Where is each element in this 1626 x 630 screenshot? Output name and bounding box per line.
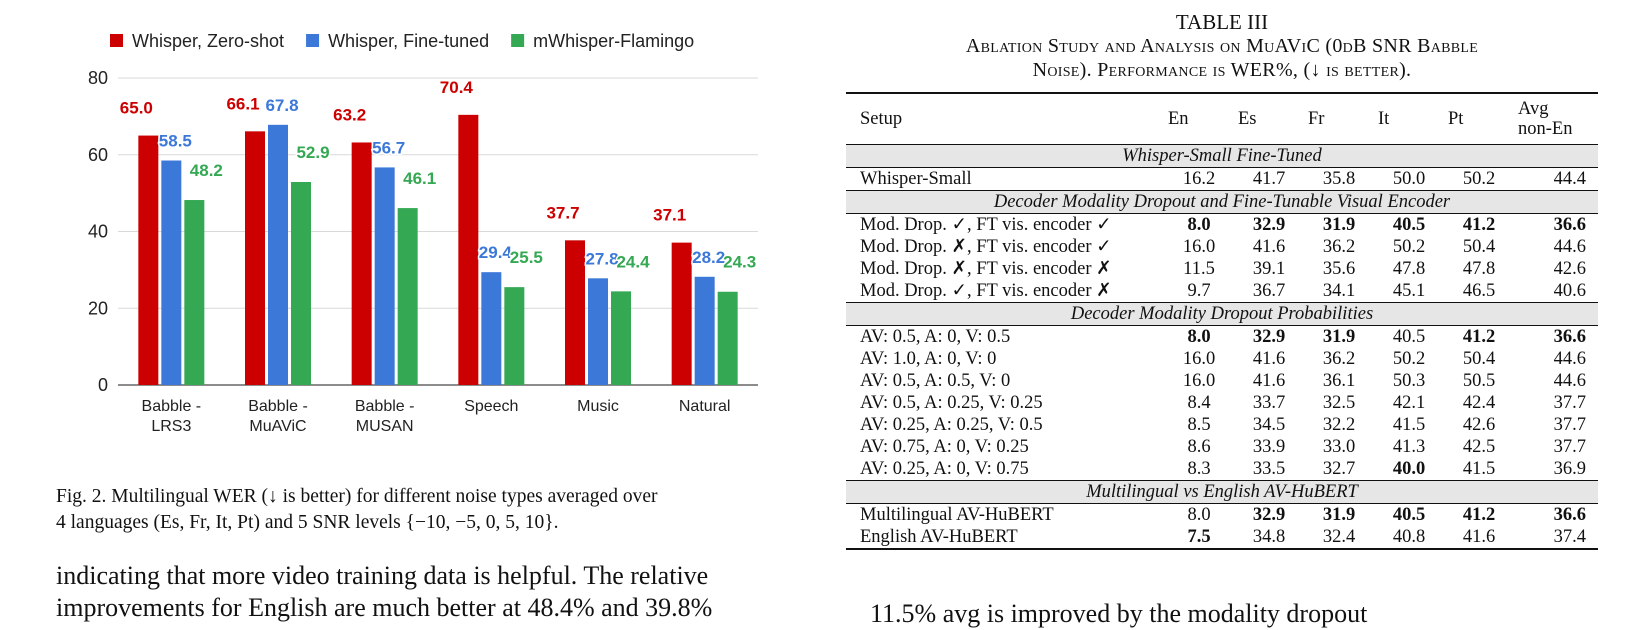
table-caption-line-2: Noise). Performance is WER%, (↓ is better). — [1032, 59, 1412, 81]
x-tick-label: Speech — [464, 398, 519, 415]
table-cell-value: 36.7 — [1252, 281, 1286, 301]
table-cell-value: 41.7 — [1252, 169, 1286, 189]
table-cell-setup: Multilingual AV-HuBERT — [860, 505, 1054, 525]
chart-x-tick-labels — [142, 398, 731, 435]
data-label: 70.4 — [439, 77, 473, 97]
bar — [398, 208, 418, 385]
bar — [184, 200, 204, 385]
data-label: 46.1 — [403, 169, 437, 189]
table-cell-value: 31.9 — [1322, 215, 1356, 235]
table-section-title: Multilingual vs English AV-HuBERT — [846, 481, 1598, 504]
bar — [375, 167, 395, 385]
data-label: 66.1 — [226, 94, 260, 114]
y-tick-label: 0 — [97, 375, 108, 395]
chart-data-labels — [120, 78, 756, 272]
data-label: 67.8 — [265, 95, 299, 115]
table-cell-value: 11.5 — [1183, 259, 1215, 279]
bar — [245, 131, 265, 385]
table-row — [846, 436, 1598, 458]
table-cell-setup: AV: 0.25, A: 0.25, V: 0.5 — [860, 415, 1043, 435]
data-label: 52.9 — [296, 142, 330, 162]
data-label: 63.2 — [333, 105, 367, 125]
table-cell-setup: Mod. Drop. ✗, FT vis. encoder ✗ — [860, 259, 1112, 279]
table-cell-value: 50.4 — [1462, 237, 1496, 257]
table-cell-value: 36.2 — [1322, 237, 1356, 257]
x-tick-label: Natural — [678, 398, 731, 415]
table-row — [846, 236, 1598, 258]
table-cell-value: 42.1 — [1392, 393, 1426, 413]
y-tick-label: 20 — [87, 298, 108, 319]
data-label: 37.7 — [546, 203, 580, 223]
table-cell-value: 37.7 — [1553, 437, 1586, 457]
table-cell-setup: English AV-HuBERT — [860, 527, 1018, 547]
table-cell-value: 41.6 — [1252, 371, 1286, 391]
table-cell-setup: Mod. Drop. ✓, FT vis. encoder ✓ — [860, 215, 1112, 235]
table-cell-setup: AV: 0.5, A: 0, V: 0.5 — [860, 327, 1011, 347]
table-cell-value: 40.8 — [1392, 527, 1426, 547]
table-body — [846, 145, 1598, 550]
table-section-row — [846, 303, 1598, 326]
table-cell-value: 33.0 — [1322, 437, 1356, 457]
table-cell-value: 37.7 — [1553, 393, 1586, 413]
x-tick-label: MUSAN — [355, 418, 414, 435]
table-cell-value: 41.6 — [1462, 527, 1496, 547]
table-section-title: Decoder Modality Dropout and Fine-Tunable Visual Encoder — [846, 191, 1598, 214]
table-cell-value: 7.5 — [1187, 527, 1211, 547]
table-cell-value: 8.0 — [1187, 505, 1211, 525]
bar — [458, 115, 478, 385]
data-label: 24.3 — [723, 252, 757, 272]
table-cell-value: 8.6 — [1187, 437, 1211, 457]
table-cell-value: 44.6 — [1553, 237, 1586, 257]
table-cell-value: 42.6 — [1553, 259, 1586, 279]
table-cell-value: 8.0 — [1187, 215, 1211, 235]
x-tick-label: MuAViC — [249, 418, 307, 435]
table-section-row — [846, 191, 1598, 214]
bar — [565, 240, 585, 385]
header-avg-line-2: non-En — [1518, 119, 1573, 139]
table-row — [846, 280, 1598, 303]
table-cell-value: 8.3 — [1187, 459, 1211, 479]
legend-swatch — [511, 34, 524, 47]
table-row — [846, 526, 1598, 549]
header-pt: Pt — [1444, 93, 1514, 145]
table-cell-value: 42.6 — [1462, 415, 1496, 435]
table-cell-value: 37.4 — [1553, 527, 1586, 547]
legend-label: Whisper, Zero-shot — [132, 31, 285, 51]
table-cell-value: 41.5 — [1462, 459, 1496, 479]
table-cell-value: 50.3 — [1392, 371, 1426, 391]
chart-legend — [110, 31, 694, 51]
header-avg-line-1: Avg — [1518, 99, 1549, 119]
bar — [481, 272, 501, 385]
table-cell-value: 42.4 — [1462, 393, 1496, 413]
table-cell-value: 32.5 — [1322, 393, 1356, 413]
table-row — [846, 458, 1598, 481]
bar — [588, 278, 608, 385]
figure-caption — [56, 484, 816, 536]
figure-caption-line-1: Fig. 2. Multilingual WER (↓ is better) for different noise types averaged over — [56, 486, 658, 507]
table-row — [846, 348, 1598, 370]
x-tick-label: Babble - — [141, 398, 202, 415]
table-cell-value: 40.5 — [1392, 505, 1426, 525]
table-row — [846, 214, 1598, 237]
body-text-right — [870, 598, 1590, 630]
table-cell-value: 36.9 — [1553, 459, 1586, 479]
body-text-right-line-1: 11.5% avg is improved by the modality dropout — [870, 599, 1368, 628]
table-cell-value: 16.0 — [1182, 371, 1216, 391]
table-cell-setup: AV: 0.5, A: 0.5, V: 0 — [860, 371, 1011, 391]
bar — [268, 125, 288, 385]
table-caption — [846, 34, 1598, 82]
table-cell-value: 9.7 — [1187, 281, 1211, 301]
table-cell-value: 36.1 — [1322, 371, 1356, 391]
figure-caption-line-2: 4 languages (Es, Fr, It, Pt) and 5 SNR levels {−10, −5, 0, 5, 10}. — [56, 512, 559, 533]
data-label: 58.5 — [158, 131, 192, 151]
table-cell-setup: AV: 0.75, A: 0, V: 0.25 — [860, 437, 1029, 457]
bar — [291, 182, 311, 385]
table-cell-value: 34.1 — [1322, 281, 1356, 301]
bar — [695, 277, 715, 385]
table-cell-setup: AV: 0.25, A: 0, V: 0.75 — [860, 459, 1029, 479]
table-cell-setup: Mod. Drop. ✗, FT vis. encoder ✓ — [860, 237, 1112, 257]
table-cell-value: 45.1 — [1392, 281, 1426, 301]
table-cell-value: 44.6 — [1553, 371, 1586, 391]
data-label: 25.5 — [509, 248, 543, 268]
table-section-row — [846, 145, 1598, 168]
y-tick-label: 60 — [87, 144, 108, 165]
table-row — [846, 168, 1598, 191]
wer-bar-chart — [0, 0, 800, 480]
table-cell-value: 50.2 — [1462, 169, 1496, 189]
data-label: 65.0 — [119, 98, 153, 118]
header-en: En — [1164, 93, 1234, 145]
table-cell-value: 35.6 — [1322, 259, 1356, 279]
table-cell-value: 31.9 — [1322, 505, 1356, 525]
legend-swatch — [306, 34, 319, 47]
table-cell-value: 41.2 — [1462, 505, 1496, 525]
table-cell-value: 32.4 — [1322, 527, 1356, 547]
legend-swatch — [110, 34, 123, 47]
table-cell-value: 8.4 — [1187, 393, 1211, 413]
bar — [611, 291, 631, 385]
table-cell-value: 34.5 — [1252, 415, 1286, 435]
table-cell-value: 16.0 — [1182, 349, 1216, 369]
table-cell-value: 44.4 — [1553, 169, 1586, 189]
bar — [161, 161, 181, 385]
table-cell-value: 36.6 — [1553, 505, 1586, 525]
body-text-left — [56, 560, 816, 624]
table-cell-value: 39.1 — [1252, 259, 1286, 279]
bar — [672, 243, 692, 385]
bar — [504, 287, 524, 385]
table-section-row — [846, 481, 1598, 504]
table-cell-value: 40.5 — [1392, 327, 1426, 347]
table-header-row — [846, 93, 1598, 145]
table-row — [846, 504, 1598, 527]
table-row — [846, 258, 1598, 280]
x-tick-label: LRS3 — [151, 418, 192, 435]
table-cell-value: 37.7 — [1553, 415, 1586, 435]
table-cell-value: 32.9 — [1252, 505, 1286, 525]
table-cell-value: 36.6 — [1553, 327, 1586, 347]
table-cell-value: 50.0 — [1392, 169, 1426, 189]
table-cell-value: 50.5 — [1462, 371, 1496, 391]
table-cell-value: 41.2 — [1462, 327, 1496, 347]
table-row — [846, 370, 1598, 392]
table-caption-line-1: Ablation Study and Analysis on MuAViC (0dB SNR Babble — [965, 35, 1479, 57]
table-cell-value: 35.8 — [1322, 169, 1356, 189]
table-cell-setup: Mod. Drop. ✓, FT vis. encoder ✗ — [860, 281, 1112, 301]
body-text-left-line-1: indicating that more video training data is helpful. The relative — [56, 561, 709, 590]
table-cell-setup: Whisper-Small — [860, 169, 972, 189]
header-setup: Setup — [846, 93, 1164, 145]
table-cell-value: 33.9 — [1252, 437, 1286, 457]
table-title: TABLE III — [1175, 10, 1269, 34]
table-cell-value: 41.6 — [1252, 349, 1286, 369]
data-label: 28.2 — [692, 247, 726, 267]
table-cell-setup: AV: 0.5, A: 0.25, V: 0.25 — [860, 393, 1043, 413]
table-cell-value: 41.6 — [1252, 237, 1286, 257]
data-label: 48.2 — [189, 161, 223, 181]
table-row — [846, 392, 1598, 414]
table-cell-value: 32.9 — [1252, 327, 1286, 347]
data-label: 37.1 — [653, 205, 687, 225]
table-section-title: Decoder Modality Dropout Probabilities — [846, 303, 1598, 326]
bar — [718, 292, 738, 385]
table-cell-value: 46.5 — [1462, 281, 1496, 301]
table-cell-value: 36.6 — [1553, 215, 1586, 235]
legend-label: Whisper, Fine-tuned — [328, 31, 490, 51]
x-tick-label: Babble - — [354, 398, 415, 415]
header-avg-non-en — [1514, 93, 1598, 145]
table-cell-value: 40.5 — [1392, 215, 1426, 235]
x-tick-label: Music — [577, 398, 619, 415]
table-cell-value: 31.9 — [1322, 327, 1356, 347]
table-cell-value: 8.0 — [1187, 327, 1211, 347]
bar — [352, 142, 372, 385]
table-cell-value: 32.2 — [1322, 415, 1356, 435]
table-cell-value: 44.6 — [1553, 349, 1586, 369]
body-text-left-line-2: improvements for English are much better at 48.4% and 39.8% — [56, 593, 713, 622]
table-cell-value: 33.5 — [1252, 459, 1286, 479]
table-cell-value: 50.2 — [1392, 237, 1426, 257]
table-cell-value: 8.5 — [1187, 415, 1211, 435]
table-cell-value: 32.7 — [1322, 459, 1356, 479]
table-cell-value: 16.0 — [1182, 237, 1216, 257]
header-fr: Fr — [1304, 93, 1374, 145]
table-cell-value: 32.9 — [1252, 215, 1286, 235]
table-cell-value: 50.4 — [1462, 349, 1496, 369]
x-tick-label: Babble - — [248, 398, 308, 415]
data-label: 29.4 — [478, 243, 512, 263]
legend-label: mWhisper-Flamingo — [533, 31, 695, 51]
y-tick-label: 80 — [87, 68, 108, 88]
table-cell-value: 33.7 — [1252, 393, 1286, 413]
table-cell-value: 41.3 — [1392, 437, 1426, 457]
table-cell-value: 42.5 — [1462, 437, 1496, 457]
data-label: 24.4 — [616, 252, 650, 272]
table-cell-value: 41.2 — [1462, 215, 1496, 235]
header-es: Es — [1234, 93, 1304, 145]
table-cell-value: 34.8 — [1252, 527, 1286, 547]
data-label: 56.7 — [372, 138, 406, 158]
chart-bars — [138, 115, 737, 385]
y-tick-label: 40 — [87, 221, 108, 242]
data-label: 27.8 — [585, 249, 619, 269]
table-cell-value: 40.6 — [1553, 281, 1586, 301]
table-cell-value: 47.8 — [1392, 259, 1426, 279]
ablation-table — [846, 92, 1598, 550]
table-cell-value: 41.5 — [1392, 415, 1426, 435]
table-cell-value: 50.2 — [1392, 349, 1426, 369]
table-cell-value: 36.2 — [1322, 349, 1356, 369]
table-cell-value: 16.2 — [1182, 169, 1216, 189]
table-row — [846, 326, 1598, 349]
table-row — [846, 414, 1598, 436]
table-section-title: Whisper-Small Fine-Tuned — [846, 145, 1598, 168]
bar — [138, 136, 158, 385]
ablation-table-block — [846, 10, 1598, 550]
header-it: It — [1374, 93, 1444, 145]
table-cell-value: 47.8 — [1462, 259, 1496, 279]
table-cell-value: 40.0 — [1392, 459, 1426, 479]
table-cell-setup: AV: 1.0, A: 0, V: 0 — [860, 349, 997, 369]
